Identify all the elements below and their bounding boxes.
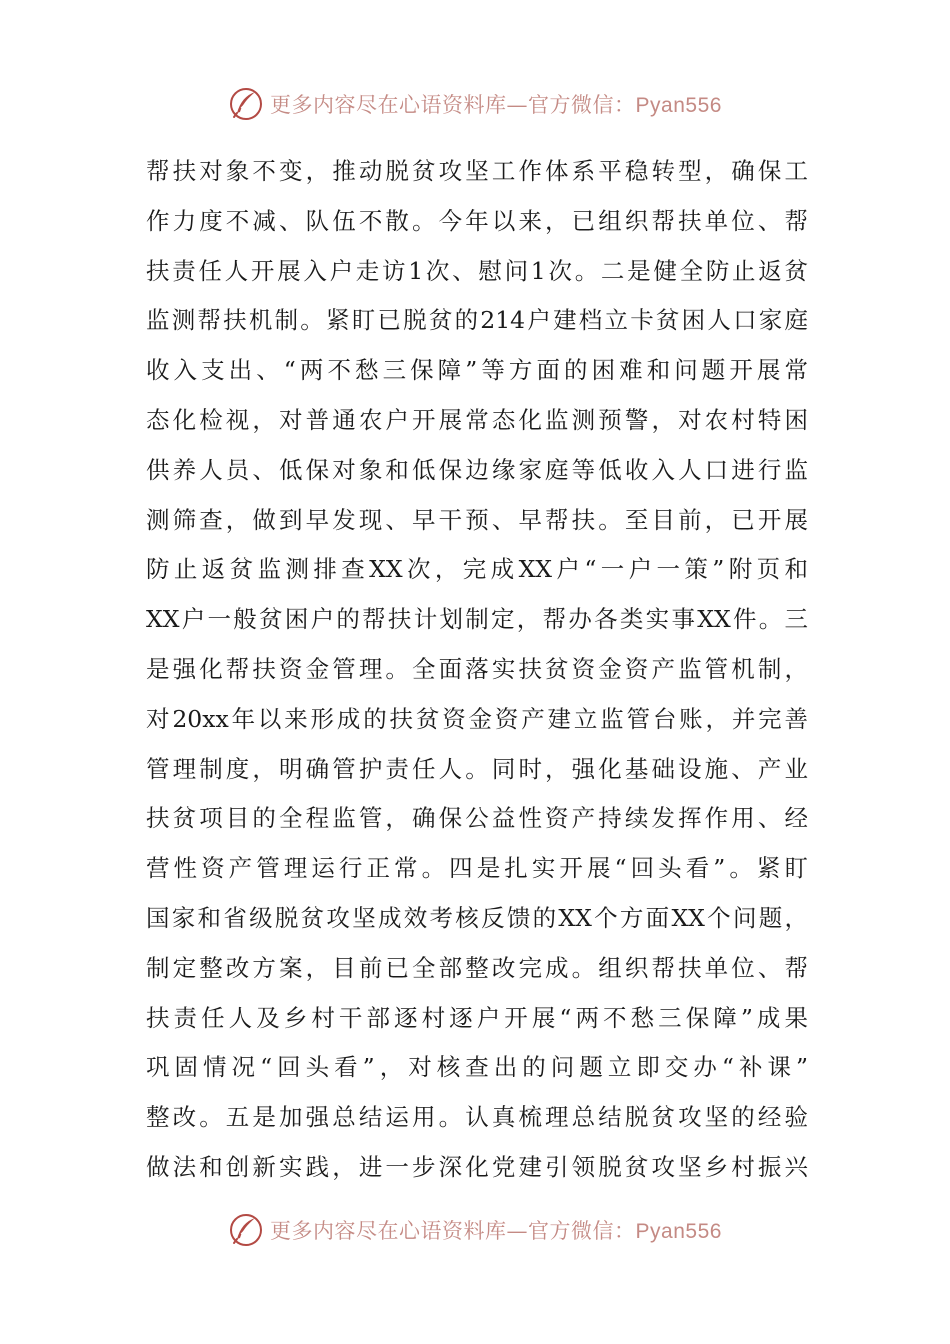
text-line: 国家和省级脱贫攻坚成效考核反馈的XX个方面XX个问题， — [146, 903, 808, 932]
text-line: 扶责任人开展入户走访1次、慰问1次。二是健全防止返贫 — [146, 256, 808, 285]
text-line: 做法和创新实践，进一步深化党建引领脱贫攻坚乡村振兴 — [146, 1152, 808, 1181]
text-line: 是强化帮扶资金管理。全面落实扶贫资金资产监管机制， — [146, 654, 808, 683]
text-line: 营性资产管理运行正常。四是扎实开展“回头看”。紧盯 — [146, 854, 808, 883]
text-line: 管理制度，明确管护责任人。同时，强化基础设施、产业 — [146, 754, 808, 783]
text-line: 整改。五是加强总结运用。认真梳理总结脱贫攻坚的经验 — [146, 1103, 808, 1132]
text-line: XX户一般贫困户的帮扶计划制定，帮办各类实事XX件。三 — [146, 605, 808, 634]
text-line: 供养人员、低保对象和低保边缘家庭等低收入人口进行监 — [146, 455, 808, 484]
text-line: 测筛查，做到早发现、早干预、早帮扶。至目前，已开展 — [146, 505, 808, 534]
text-line: 扶贫项目的全程监管，确保公益性资产持续发挥作用、经 — [146, 804, 808, 833]
feather-pen-icon — [228, 1212, 264, 1248]
text-line: 防止返贫监测排查XX次，完成XX户“一户一策”附页和 — [146, 555, 808, 584]
text-line: 扶责任人及乡村干部逐村逐户开展“两不愁三保障”成果 — [146, 1003, 808, 1032]
text-line: 态化检视，对普通农户开展常态化监测预警，对农村特困 — [146, 405, 808, 434]
text-line: 制定整改方案，目前已全部整改完成。组织帮扶单位、帮 — [146, 953, 808, 982]
feather-pen-icon — [228, 86, 264, 122]
text-line: 监测帮扶机制。紧盯已脱贫的214户建档立卡贫困人口家庭 — [146, 306, 808, 335]
text-line: 帮扶对象不变，推动脱贫攻坚工作体系平稳转型，确保工 — [146, 157, 808, 185]
text-line: 对20xx年以来形成的扶贫资金资产建立监管台账，并完善 — [146, 704, 808, 733]
body-paragraph — [146, 147, 808, 1193]
footer-watermark — [0, 1210, 950, 1250]
text-line: 作力度不减、队伍不散。今年以来，已组织帮扶单位、帮 — [146, 206, 808, 235]
watermark-text: 更多内容尽在心语资料库—官方微信：Pyan556 — [270, 93, 722, 117]
watermark-text: 更多内容尽在心语资料库—官方微信：Pyan556 — [270, 1219, 722, 1243]
text-line: 巩固情况“回头看”，对核查出的问题立即交办“补课” — [146, 1053, 808, 1082]
header-watermark — [0, 84, 950, 124]
text-line: 收入支出、“两不愁三保障”等方面的困难和问题开展常 — [146, 356, 808, 385]
